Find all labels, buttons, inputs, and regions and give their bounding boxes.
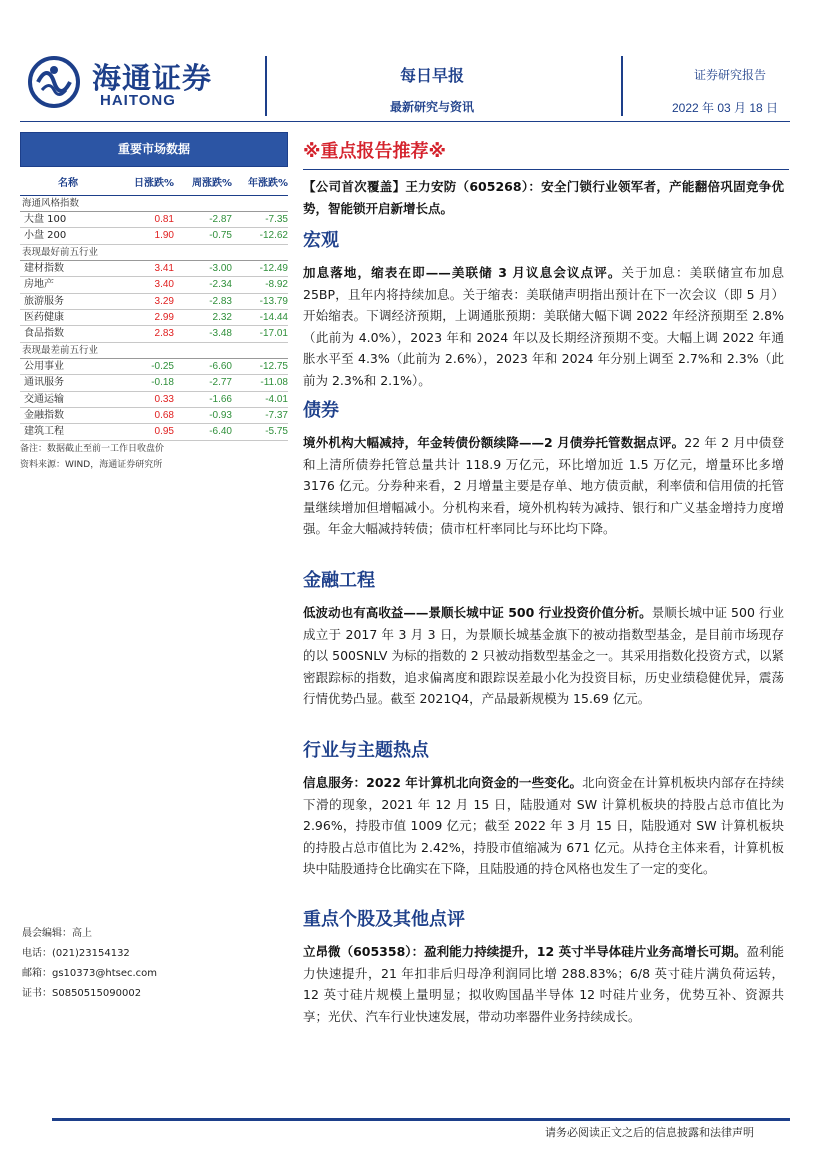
row-name: 房地产 bbox=[24, 279, 54, 291]
editor-certificate: 证书：S0850515090002 bbox=[22, 988, 142, 999]
disclaimer-footer: 请务必阅读正文之后的信息披露和法律声明 bbox=[545, 1126, 754, 1139]
row-week: -1.66 bbox=[209, 393, 232, 405]
haitong-logo-icon bbox=[28, 56, 80, 108]
key-report-paragraph bbox=[303, 176, 784, 219]
key-report-heading: ※重点报告推荐※ bbox=[303, 137, 789, 170]
col-year-header: 年涨跌% bbox=[247, 178, 288, 189]
row-day: 2.99 bbox=[154, 311, 174, 323]
row-name: 旅游服务 bbox=[24, 295, 64, 307]
section-quant-title: 金融工程 bbox=[303, 570, 375, 591]
section-stocks-body: 盈利能力快速提升，21 年扣非后归母净利润同比增 288.83%；6/8 英寸硅片满负荷运转，12 英寸硅片规模上量明显；拟收购国晶半导体 12 吋硅片业务，优势互补、资源共享；光伏、汽车行业快速发展，带动功率器件业务持续成长。 bbox=[303, 944, 784, 1024]
section-stocks-lead: 立昂微（605358）：盈利能力持续提升，12 英寸半导体硅片业务高增长可期。 bbox=[303, 944, 747, 959]
row-year: -7.35 bbox=[265, 214, 288, 225]
report-type: 证券研究报告 bbox=[694, 68, 767, 82]
row-week: -6.40 bbox=[209, 426, 232, 438]
table-row bbox=[20, 326, 288, 342]
row-week: -3.48 bbox=[209, 328, 232, 340]
row-name: 交通运输 bbox=[24, 393, 64, 405]
section-industry-title: 行业与主题热点 bbox=[303, 740, 429, 761]
section-quant-paragraph bbox=[303, 602, 784, 710]
row-day: 0.68 bbox=[154, 409, 174, 421]
table-row bbox=[20, 375, 288, 391]
section-bond-paragraph bbox=[303, 432, 784, 540]
row-day: 1.90 bbox=[154, 230, 174, 242]
row-year: -4.01 bbox=[265, 393, 288, 405]
group-label: 表现最差前五行业 bbox=[20, 343, 288, 359]
row-name: 大盘 100 bbox=[24, 214, 67, 225]
row-year: -11.08 bbox=[260, 377, 288, 389]
section-industry-lead: 信息服务：2022 年计算机北向资金的一些变化。 bbox=[303, 775, 583, 790]
row-day: 3.41 bbox=[154, 262, 174, 274]
row-name: 医药健康 bbox=[24, 311, 64, 323]
row-day: -0.18 bbox=[151, 377, 174, 389]
row-year: -13.79 bbox=[259, 295, 288, 307]
table-row bbox=[20, 261, 288, 277]
editor-email[interactable]: 邮箱：gs10373@htsec.com bbox=[22, 968, 158, 979]
row-day: 0.81 bbox=[154, 214, 174, 225]
table-row bbox=[20, 424, 288, 440]
row-year: -7.37 bbox=[265, 409, 288, 421]
section-industry-paragraph bbox=[303, 772, 784, 880]
header-divider-right bbox=[621, 56, 623, 116]
logo-english-text: HAITONG bbox=[100, 92, 176, 109]
row-name: 公用事业 bbox=[24, 360, 64, 372]
editor-phone: 电话：(021)23154132 bbox=[22, 948, 130, 959]
row-day: 0.95 bbox=[154, 426, 174, 438]
row-week: -3.00 bbox=[209, 262, 232, 274]
section-quant-body: 景顺长城中证 500 行业成立于 2017 年 3 月 3 日，为景顺长城基金旗下的被动指数型基金，是目前市场现存的以 500SNLV 为标的指数的 2 只被动指数型基金之一。其采用指数化投资方式，以紧密跟踪标的指数，追求偏离度和跟踪误差最小化为投资目标，历史业绩稳健优异，震荡行情优势凸显。截至 2021Q4，产品最新规模为 15.69 亿元。 bbox=[303, 605, 784, 706]
section-macro-body: 关于加息：美联储宣布加息 25BP，且年内将持续加息。关于缩表：美联储声明指出预计在下一次会议（即 5 月）开始缩表。下调经济预期，上调通胀预期：美联储大幅下调 2022 年经济预期至 2.8%（此前为 4.0%），2023 年和 2024 年以及长期经济预期不变。大幅上调 2022 年通胀水平至 4.3%（此前为 2.6%），2023 年和 2024 年分别上调至 2.7%和 2.3%（此前为 2.3%和 2.1%）。 bbox=[303, 265, 784, 388]
section-quant-lead: 低波动也有高收益——景顺长城中证 500 行业投资价值分析。 bbox=[303, 605, 652, 620]
row-week: -0.75 bbox=[209, 230, 232, 242]
market-table-header bbox=[20, 173, 288, 196]
row-day: -0.25 bbox=[151, 360, 174, 372]
row-week: -2.87 bbox=[209, 214, 232, 225]
footer-rule bbox=[52, 1118, 790, 1121]
table-row bbox=[20, 228, 288, 244]
key-report-lead: 【公司首次覆盖】王力安防（605268）：安全门锁行业领军者，产能翻倍巩固竞争优势，智能锁开启新增长点。 bbox=[303, 179, 784, 216]
row-name: 通讯服务 bbox=[24, 377, 64, 389]
section-bond-title: 债券 bbox=[303, 400, 339, 421]
market-data-panel bbox=[20, 132, 288, 470]
section-industry-body: 北向资金在计算机板块内部存在持续下滑的现象，2021 年 12 月 15 日，陆股通对 SW 计算机板块的持股占总市值比为 2.96%，持股市值 1009 亿元；截至 2022 年 3 月 15 日，陆股通对 SW 计算机板块的持股占总市值比为 2.42%，持股市值缩减为 671 亿元。从持仓主体来看，计算机板块中陆股通持仓比确实在下降，且陆股通的持仓风格也发生了一定的变化。 bbox=[303, 775, 784, 876]
row-year: -12.75 bbox=[259, 360, 288, 372]
report-title: 每日早报 bbox=[400, 66, 465, 85]
row-day: 0.33 bbox=[154, 393, 174, 405]
row-name: 建筑工程 bbox=[24, 426, 64, 438]
row-day: 3.40 bbox=[154, 279, 174, 291]
row-week: -6.60 bbox=[209, 360, 232, 372]
row-year: -8.92 bbox=[265, 279, 288, 291]
row-week: -0.93 bbox=[209, 409, 232, 421]
row-name: 小盘 200 bbox=[24, 230, 67, 242]
col-day-header: 日涨跌% bbox=[133, 178, 174, 189]
col-name-header: 名称 bbox=[58, 178, 78, 189]
table-row bbox=[20, 277, 288, 293]
logo-chinese-text: 海通证券 bbox=[92, 61, 213, 95]
row-week: 2.32 bbox=[212, 311, 232, 323]
group-label: 表现最好前五行业 bbox=[20, 245, 288, 261]
table-source: 资料来源：WIND，海通证券研究所 bbox=[20, 459, 163, 470]
row-week: -2.77 bbox=[209, 377, 232, 389]
report-date: 2022 年 03 月 18 日 bbox=[672, 101, 779, 115]
table-row bbox=[20, 408, 288, 424]
table-row bbox=[20, 294, 288, 310]
header-rule bbox=[20, 121, 790, 122]
table-row bbox=[20, 359, 288, 375]
col-week-header: 周涨跌% bbox=[191, 178, 232, 189]
row-year: -12.49 bbox=[259, 262, 288, 274]
row-year: -12.62 bbox=[259, 230, 288, 242]
table-note: 备注：数据截止至前一工作日收盘价 bbox=[20, 443, 165, 454]
table-row bbox=[20, 392, 288, 408]
section-bond-body: 22 年 2 月中债登和上清所债券托管总量共计 118.9 万亿元，环比增加近 1.5 万亿元，增量环比多增 3176 亿元。分券种来看，2 月增量主要是存单、地方债贡献，利率债和信用债的托管量继续增加但增幅减小。分机构来看，境外机构转为减持、银行和广义基金增持力度增强。年金大幅减持转债；债市杠杆率同比与环比均下降。 bbox=[303, 435, 784, 536]
header-divider-left bbox=[265, 56, 267, 116]
row-day: 3.29 bbox=[154, 295, 174, 307]
table-row bbox=[20, 212, 288, 228]
row-name: 金融指数 bbox=[24, 409, 64, 421]
row-year: -5.75 bbox=[265, 426, 288, 438]
table-row bbox=[20, 310, 288, 326]
section-macro-title: 宏观 bbox=[303, 230, 339, 251]
editor-name: 晨会编辑：高上 bbox=[22, 928, 92, 939]
row-year: -14.44 bbox=[259, 311, 288, 323]
section-stocks-paragraph bbox=[303, 941, 784, 1027]
report-subtitle: 最新研究与资讯 bbox=[390, 100, 475, 114]
section-macro-lead: 加息落地，缩表在即——美联储 3 月议息会议点评。 bbox=[303, 265, 622, 280]
row-week: -2.83 bbox=[209, 295, 232, 307]
row-week: -2.34 bbox=[209, 279, 232, 291]
row-day: 2.83 bbox=[154, 328, 174, 340]
market-data-title: 重要市场数据 bbox=[20, 132, 288, 167]
section-bond-lead: 境外机构大幅减持，年金转债份额续降——2 月债券托管数据点评。 bbox=[303, 435, 685, 450]
section-macro-paragraph bbox=[303, 262, 784, 391]
section-stocks-title: 重点个股及其他点评 bbox=[303, 909, 465, 930]
row-name: 食品指数 bbox=[24, 328, 64, 340]
row-name: 建材指数 bbox=[24, 262, 64, 274]
group-label: 海通风格指数 bbox=[20, 196, 288, 212]
row-year: -17.01 bbox=[259, 328, 288, 340]
